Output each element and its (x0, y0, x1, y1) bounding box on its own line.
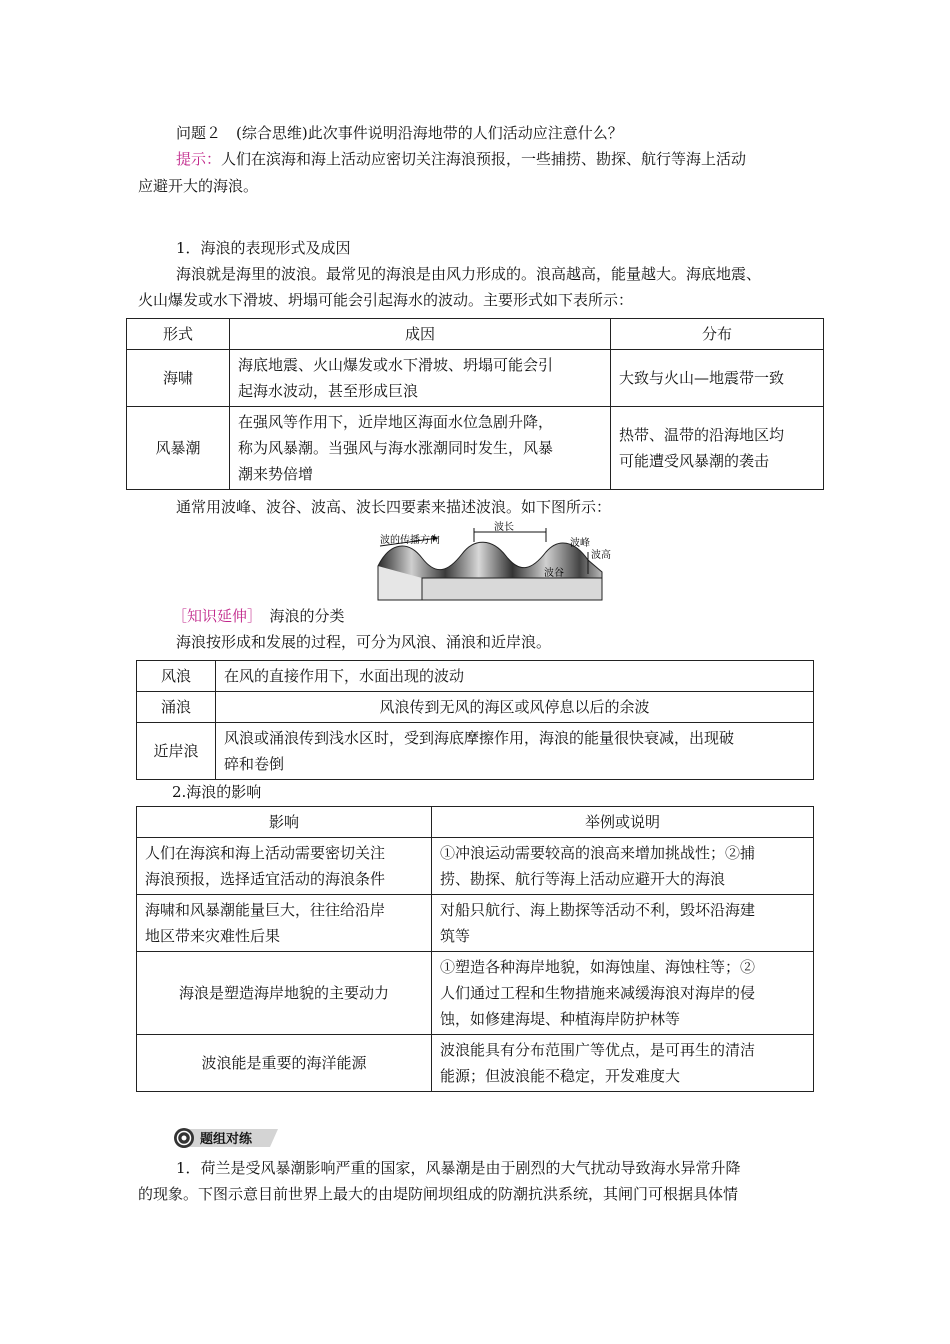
desc-line: 风浪或涌浪传到浅水区时，受到海底摩擦作用，海浪的能量很快衰减，出现破 (224, 729, 735, 747)
type-desc: 风浪传到无风的海区或风停息以后的余波 (216, 692, 814, 723)
example-cell (432, 838, 814, 895)
hint-line-2: 应避开大的海浪。 (138, 177, 259, 195)
cause-line: 在强风等作用下，近岸地区海面水位急剧升降， (238, 413, 554, 431)
example-line: 捞、勘探、航行等海上活动应避开大的海浪 (440, 870, 726, 888)
row-distribution: 大致与火山—地震带一致 (611, 350, 824, 407)
type-name: 涌浪 (137, 692, 216, 723)
cause-line: 称为风暴潮。当强风与海水涨潮同时发生，风暴 (238, 439, 554, 457)
table-header-row (137, 807, 814, 838)
extension-title: 海浪的分类 (269, 607, 345, 625)
example-line: 波浪能具有分布范围广等优点，是可再生的清洁 (440, 1041, 756, 1059)
type-name: 近岸浪 (137, 723, 216, 780)
table-row (127, 350, 824, 407)
example-line: 蚀，如修建海堤、种植海岸防护林等 (440, 1010, 681, 1028)
impact-cell (137, 838, 432, 895)
hint-text: 人们在滨海和海上活动应密切关注海浪预报，一些捕捞、勘探、航行等海上活动 (221, 150, 747, 168)
wave-forms-table (126, 318, 824, 490)
wave-front-face (422, 578, 602, 600)
impact-line: 地区带来灾难性后果 (145, 927, 281, 945)
desc-line: 碎和卷倒 (224, 755, 285, 773)
row-cause (230, 407, 611, 490)
direction-label: 波的传播方向 (380, 535, 440, 546)
wavelength-label: 波长 (494, 522, 514, 533)
height-label: 波高 (591, 550, 611, 561)
table-row (137, 895, 814, 952)
distribution-line: 可能遭受风暴潮的袭击 (619, 452, 770, 470)
impact-line: 海浪预报，选择适宜活动的海浪条件 (145, 870, 386, 888)
table-row (137, 838, 814, 895)
table-row (137, 661, 814, 692)
example-line: ①塑造各种海岸地貌，如海蚀崖、海蚀柱等；② (440, 958, 756, 976)
type-desc: 在风的直接作用下，水面出现的波动 (216, 661, 814, 692)
crest-label: 波峰 (570, 538, 590, 549)
section-1-para-1: 海浪就是海里的波浪。最常见的海浪是由风力形成的。浪高越高，能量越大。海底地震、 (176, 265, 762, 283)
exercise-para-2: 的现象。下图示意目前世界上最大的由堤防闸坝组成的防潮抗洪系统，其闸门可根据具体情 (138, 1185, 739, 1203)
row-form: 风暴潮 (127, 407, 230, 490)
example-line: ①冲浪运动需要较高的浪高来增加挑战性；②捕 (440, 844, 756, 862)
row-cause (230, 350, 611, 407)
row-distribution (611, 407, 824, 490)
impact-line: 海啸和风暴潮能量巨大，往往给沿岸 (145, 901, 386, 919)
wave-impact-table (136, 806, 814, 1092)
example-line: 筑等 (440, 927, 471, 945)
example-cell (432, 895, 814, 952)
extension-text: 海浪按形成和发展的过程，可分为风浪、涌浪和近岸浪。 (176, 633, 552, 651)
hint-label: 提示： (176, 150, 222, 168)
table-row (137, 692, 814, 723)
target-icon-center (182, 1136, 187, 1141)
row-form: 海啸 (127, 350, 230, 407)
section-1-para-2: 火山爆发或水下滑坡、坍塌可能会引起海水的波动。主要形式如下表所示： (138, 291, 634, 309)
section-2-heading: 2.海浪的影响 (172, 783, 262, 801)
wave-elements-text: 通常用波峰、波谷、波高、波长四要素来描述波浪。如下图所示： (176, 498, 612, 516)
example-cell (432, 952, 814, 1035)
cause-line: 潮来势倍增 (238, 465, 314, 483)
question-2: 问题２ (综合思维)此次事件说明沿海地带的人们活动应注意什么？ (176, 124, 623, 142)
table-row (137, 723, 814, 780)
header-form: 形式 (127, 319, 230, 350)
header-example: 举例或说明 (432, 807, 814, 838)
example-cell (432, 1035, 814, 1092)
table-row (127, 407, 824, 490)
table-header-row (127, 319, 824, 350)
distribution-line: 热带、温带的沿海地区均 (619, 426, 785, 444)
trough-label: 波谷 (544, 568, 564, 579)
extension-label: ［知识延伸］ (172, 607, 255, 625)
impact-cell: 海浪是塑造海岸地貌的主要动力 (137, 952, 432, 1035)
badge-label: 题组对练 (200, 1132, 253, 1147)
exercise-badge (172, 1127, 282, 1149)
example-line: 人们通过工程和生物措施来减缓海浪对海岸的侵 (440, 984, 756, 1002)
type-name: 风浪 (137, 661, 216, 692)
wave-types-table (136, 660, 814, 780)
impact-cell: 波浪能是重要的海洋能源 (137, 1035, 432, 1092)
header-cause: 成因 (230, 319, 611, 350)
impact-cell (137, 895, 432, 952)
header-distribution: 分布 (611, 319, 824, 350)
hint-line-1 (176, 147, 746, 171)
cause-line: 起海水波动，甚至形成巨浪 (238, 382, 419, 400)
cause-line: 海底地震、火山爆发或水下滑坡、坍塌可能会引 (238, 356, 554, 374)
table-row (137, 1035, 814, 1092)
knowledge-extension (172, 604, 345, 628)
table-row (137, 952, 814, 1035)
type-desc (216, 723, 814, 780)
section-1-heading: 1．海浪的表现形式及成因 (176, 239, 351, 257)
impact-line: 人们在海滨和海上活动需要密切关注 (145, 844, 386, 862)
exercise-para-1: 1．荷兰是受风暴潮影响严重的国家，风暴潮是由于剧烈的大气扰动导致海水异常升降 (176, 1159, 741, 1177)
wave-diagram (370, 520, 615, 602)
header-impact: 影响 (137, 807, 432, 838)
example-line: 对船只航行、海上勘探等活动不利，毁坏沿海建 (440, 901, 756, 919)
example-line: 能源；但波浪能不稳定，开发难度大 (440, 1067, 681, 1085)
